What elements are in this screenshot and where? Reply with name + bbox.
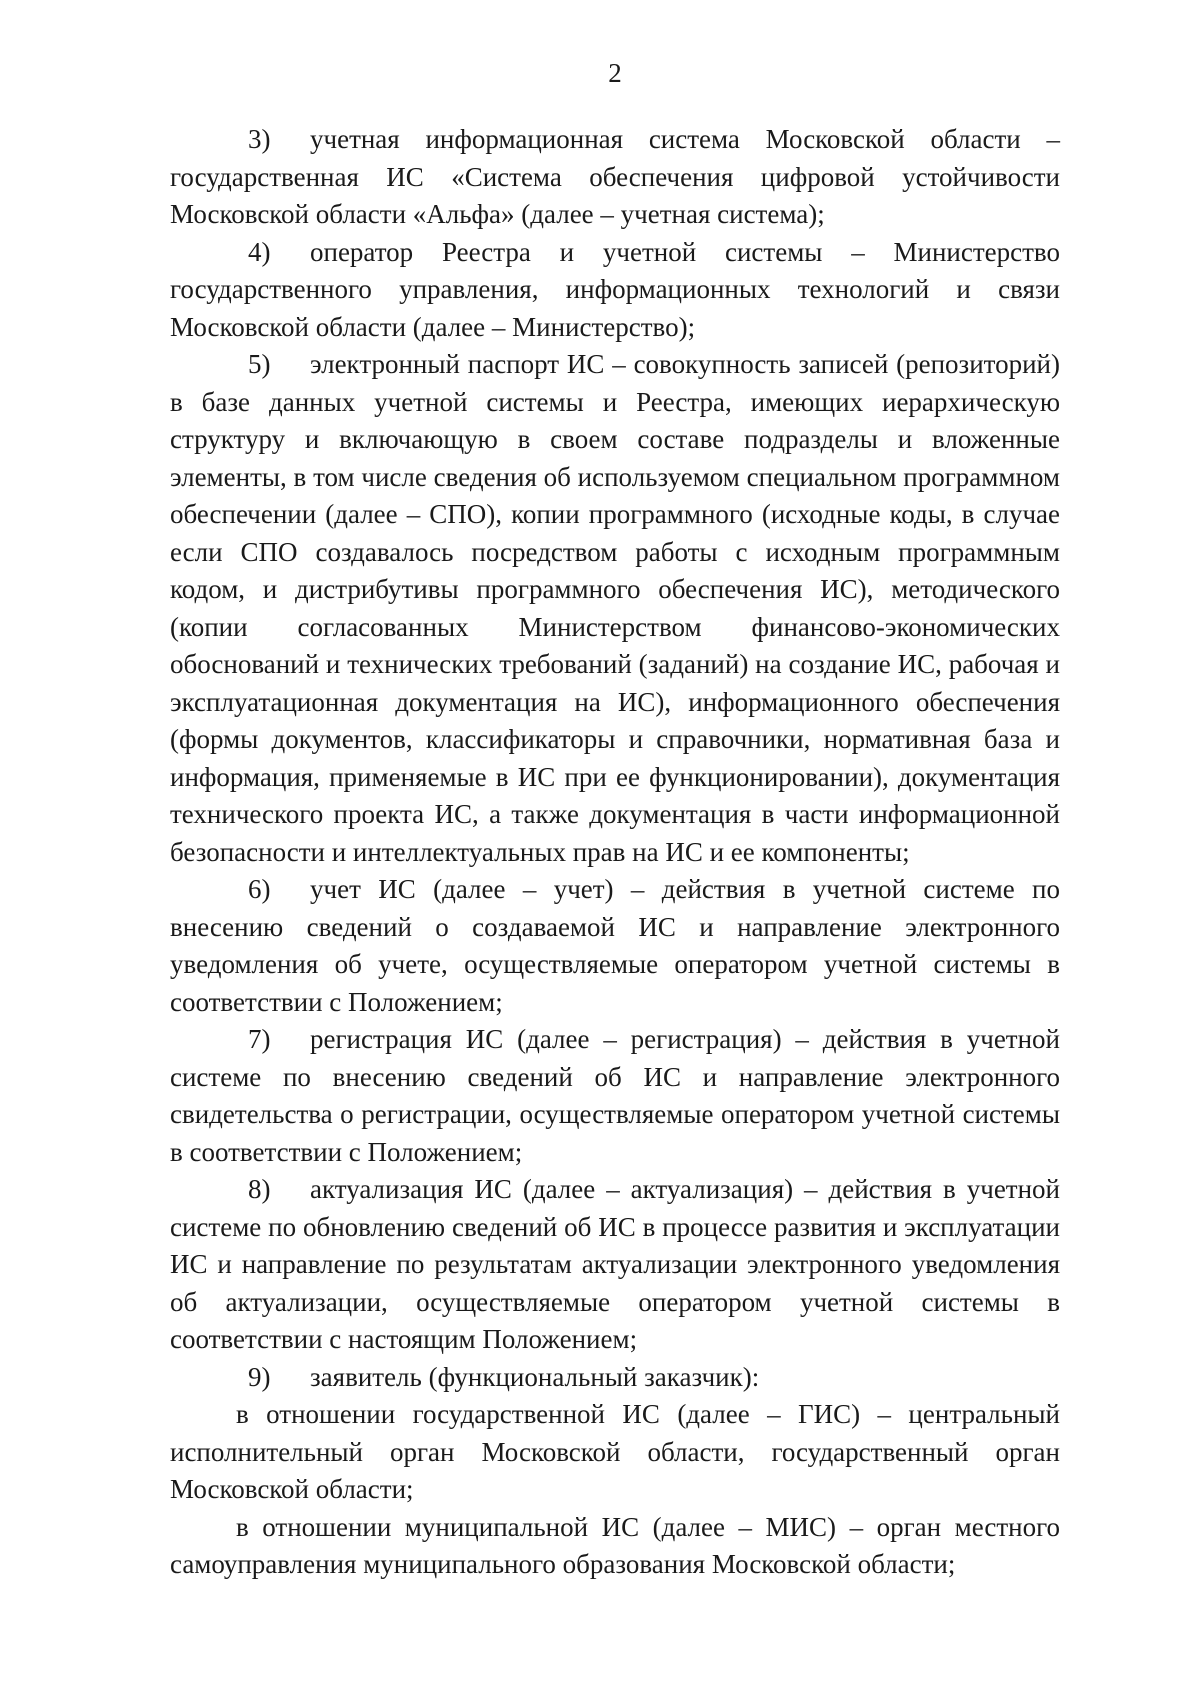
item-text: оператор Реестра и учетной системы – Министерство государственного управления, информационных технологий и связи Московской области (далее – Министерство); (170, 236, 1060, 342)
definition-item-3 (170, 121, 1060, 234)
item-number: 6) (248, 874, 271, 904)
sub-paragraph-gis: в отношении государственной ИС (далее – ГИС) – центральный исполнительный орган Московской области, государственный орган Московской области; (170, 1399, 1060, 1504)
definition-item-5 (170, 346, 1060, 871)
item-text: регистрация ИС (далее – регистрация) – действия в учетной системе по внесению сведений об ИС и направление электронного свидетельства о регистрации, осуществляемые оператором учетной системы в соответствии с Положением; (170, 1024, 1060, 1167)
item-number: 7) (248, 1024, 271, 1054)
definition-item-8 (170, 1171, 1060, 1359)
definition-item-7 (170, 1021, 1060, 1171)
item-text: учетная информационная система Московской области – государственная ИС «Система обеспечения цифровой устойчивости Московской области «Альфа» (далее – учетная система); (170, 124, 1060, 229)
item-text: учет ИС (далее – учет) – действия в учетной системе по внесению сведений о создаваемой ИС и направление электронного уведомления об учете, осуществляемые оператором учетной системы в соответствии с Положением; (170, 874, 1060, 1017)
definition-item-9 (170, 1359, 1060, 1397)
item-number: 9) (248, 1361, 271, 1392)
item-text: электронный паспорт ИС – совокупность записей (репозиторий) в базе данных учетной системы и Реестра, имеющих иерархическую структуру и включающую в своем составе подразделы и вложенные элементы, в том числе сведения об используемом специальном программном обеспечении (далее – СПО), копии программного (исходные коды, в случае если СПО создавалось посредством работы с исходным программным кодом, и дистрибутивы программного обеспечения ИС), методического (копии согласованных Министерством финансово-экономических обоснований и технических требований (заданий) на создание ИС, рабочая и эксплуатационная документация на ИС), информационного обеспечения (формы документов, классификаторы и справочники, нормативная база и информация, применяемые в ИС при ее функционировании), документация технического проекта ИС, а также документация в части информационной безопасности и интеллектуальных прав на ИС и ее компоненты; (170, 349, 1060, 867)
item-number: 8) (248, 1174, 271, 1204)
item-number: 4) (248, 236, 271, 267)
item-text: заявитель (функциональный заказчик): (310, 1361, 760, 1392)
sub-paragraph-mis: в отношении муниципальной ИС (далее – МИС) – орган местного самоуправления муниципального образования Московской области; (170, 1511, 1060, 1579)
item-text: актуализация ИС (далее – актуализация) – действия в учетной системе по обновлению сведений об ИС в процессе развития и эксплуатации ИС и направление по результатам актуализации электронного уведомления об актуализации, осуществляемые оператором учетной системы в соответствии с настоящим Положением; (170, 1174, 1060, 1354)
definition-item-6 (170, 871, 1060, 1021)
item-number: 3) (248, 124, 271, 154)
document-body (170, 121, 1060, 1584)
item-number: 5) (248, 349, 271, 379)
page-number: 2 (608, 58, 622, 88)
definition-item-4 (170, 234, 1060, 347)
